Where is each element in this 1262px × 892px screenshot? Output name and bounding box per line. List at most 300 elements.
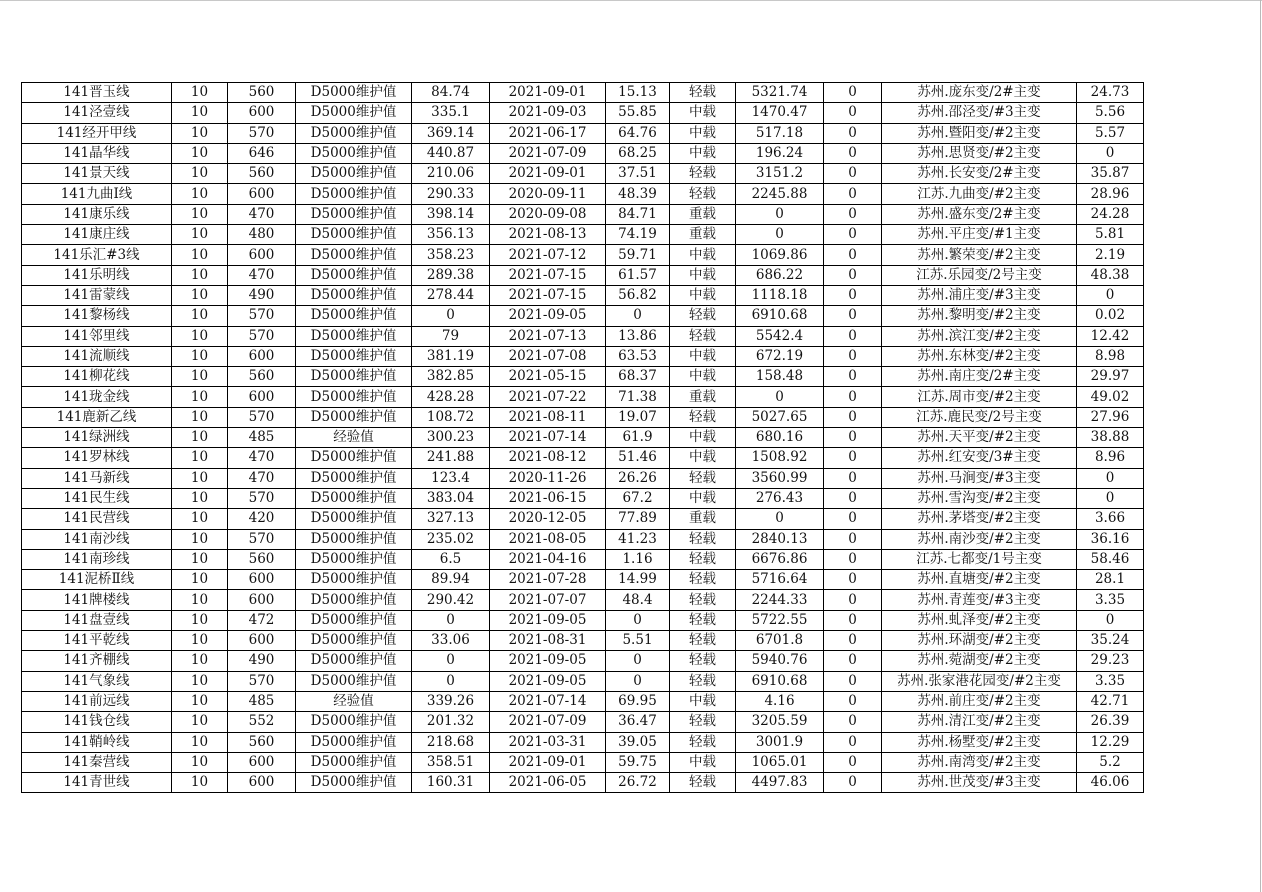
cell-transformer-rate: 58.46 — [1077, 549, 1144, 569]
cell-capacity-source: D5000维护值 — [296, 103, 412, 123]
cell-record-date: 2020-12-05 — [490, 509, 606, 529]
cell-voltage-level: 10 — [172, 387, 228, 407]
cell-capacity-source: D5000维护值 — [296, 671, 412, 691]
cell-substation-transformer: 苏州.南沙变/#2主变 — [882, 529, 1077, 549]
cell-substation-transformer: 苏州.雪沟变/#2主变 — [882, 488, 1077, 508]
cell-substation-transformer: 苏州.盛东变/2#主变 — [882, 204, 1077, 224]
cell-current-load: 335.1 — [412, 103, 490, 123]
table-row — [22, 326, 1144, 346]
cell-record-date: 2021-07-22 — [490, 387, 606, 407]
cell-remaining-capacity: 5722.55 — [736, 610, 824, 630]
table-row — [22, 773, 1144, 793]
cell-load-status: 重载 — [670, 509, 736, 529]
cell-load-status: 中载 — [670, 448, 736, 468]
cell-current-load: 358.51 — [412, 752, 490, 772]
cell-record-date: 2021-09-05 — [490, 671, 606, 691]
table-row — [22, 306, 1144, 326]
cell-record-date: 2021-04-16 — [490, 549, 606, 569]
cell-record-date: 2021-06-17 — [490, 123, 606, 143]
cell-voltage-level: 10 — [172, 367, 228, 387]
cell-transformer-rate: 36.16 — [1077, 529, 1144, 549]
cell-line-name: 141罗林线 — [22, 448, 172, 468]
cell-line-name: 141乐汇#3线 — [22, 245, 172, 265]
cell-current-load: 235.02 — [412, 529, 490, 549]
table-row — [22, 407, 1144, 427]
cell-load-rate: 0 — [606, 671, 670, 691]
cell-voltage-level: 10 — [172, 123, 228, 143]
cell-load-rate: 51.46 — [606, 448, 670, 468]
cell-load-rate: 68.25 — [606, 143, 670, 163]
cell-load-rate: 0 — [606, 306, 670, 326]
cell-record-date: 2021-07-12 — [490, 245, 606, 265]
cell-remaining-capacity: 672.19 — [736, 346, 824, 366]
cell-record-date: 2021-08-13 — [490, 225, 606, 245]
cell-voltage-level: 10 — [172, 529, 228, 549]
cell-record-date: 2021-09-01 — [490, 752, 606, 772]
cell-load-rate: 48.4 — [606, 590, 670, 610]
cell-capacity-source: D5000维护值 — [296, 265, 412, 285]
cell-remaining-capacity: 3001.9 — [736, 732, 824, 752]
cell-load-status: 轻载 — [670, 164, 736, 184]
table-row — [22, 285, 1144, 305]
cell-line-name: 141邻里线 — [22, 326, 172, 346]
cell-transformer-rate: 24.73 — [1077, 83, 1144, 103]
cell-remaining-capacity: 2840.13 — [736, 529, 824, 549]
cell-flag-value: 0 — [824, 671, 882, 691]
cell-load-status: 中载 — [670, 103, 736, 123]
cell-voltage-level: 10 — [172, 712, 228, 732]
cell-rated-capacity: 570 — [228, 123, 296, 143]
cell-record-date: 2021-06-15 — [490, 488, 606, 508]
cell-load-rate: 77.89 — [606, 509, 670, 529]
cell-capacity-source: D5000维护值 — [296, 83, 412, 103]
cell-load-status: 轻载 — [670, 468, 736, 488]
cell-current-load: 241.88 — [412, 448, 490, 468]
cell-rated-capacity: 600 — [228, 590, 296, 610]
cell-capacity-source: D5000维护值 — [296, 326, 412, 346]
cell-remaining-capacity: 158.48 — [736, 367, 824, 387]
cell-substation-transformer: 苏州.虬泽变/#2主变 — [882, 610, 1077, 630]
cell-current-load: 33.06 — [412, 631, 490, 651]
cell-rated-capacity: 490 — [228, 651, 296, 671]
cell-line-name: 141平乾线 — [22, 631, 172, 651]
cell-capacity-source: D5000维护值 — [296, 285, 412, 305]
cell-rated-capacity: 600 — [228, 184, 296, 204]
cell-rated-capacity: 560 — [228, 549, 296, 569]
cell-voltage-level: 10 — [172, 752, 228, 772]
cell-substation-transformer: 苏州.繁荣变/#2主变 — [882, 245, 1077, 265]
cell-flag-value: 0 — [824, 712, 882, 732]
cell-transformer-rate: 3.66 — [1077, 509, 1144, 529]
cell-current-load: 369.14 — [412, 123, 490, 143]
table-row — [22, 387, 1144, 407]
cell-substation-transformer: 苏州.庞东变/2#主变 — [882, 83, 1077, 103]
cell-load-rate: 14.99 — [606, 570, 670, 590]
cell-voltage-level: 10 — [172, 245, 228, 265]
cell-record-date: 2021-07-08 — [490, 346, 606, 366]
cell-load-rate: 74.19 — [606, 225, 670, 245]
cell-record-date: 2021-09-01 — [490, 164, 606, 184]
cell-current-load: 0 — [412, 671, 490, 691]
cell-transformer-rate: 27.96 — [1077, 407, 1144, 427]
cell-voltage-level: 10 — [172, 570, 228, 590]
cell-substation-transformer: 苏州.世茂变/#3主变 — [882, 773, 1077, 793]
table-row — [22, 164, 1144, 184]
cell-remaining-capacity: 196.24 — [736, 143, 824, 163]
cell-flag-value: 0 — [824, 123, 882, 143]
table-row — [22, 83, 1144, 103]
cell-substation-transformer: 苏州.杨墅变/#2主变 — [882, 732, 1077, 752]
table-row — [22, 184, 1144, 204]
cell-remaining-capacity: 5940.76 — [736, 651, 824, 671]
cell-load-status: 轻载 — [670, 529, 736, 549]
cell-record-date: 2020-09-11 — [490, 184, 606, 204]
cell-current-load: 0 — [412, 610, 490, 630]
cell-remaining-capacity: 276.43 — [736, 488, 824, 508]
cell-current-load: 398.14 — [412, 204, 490, 224]
cell-voltage-level: 10 — [172, 651, 228, 671]
cell-line-name: 141康乐线 — [22, 204, 172, 224]
cell-rated-capacity: 600 — [228, 631, 296, 651]
cell-load-rate: 26.26 — [606, 468, 670, 488]
cell-record-date: 2021-08-11 — [490, 407, 606, 427]
cell-substation-transformer: 江苏.周市变/#2主变 — [882, 387, 1077, 407]
cell-voltage-level: 10 — [172, 326, 228, 346]
cell-transformer-rate: 38.88 — [1077, 428, 1144, 448]
cell-substation-transformer: 苏州.南庄变/2#主变 — [882, 367, 1077, 387]
cell-record-date: 2021-03-31 — [490, 732, 606, 752]
cell-flag-value: 0 — [824, 468, 882, 488]
cell-record-date: 2021-07-09 — [490, 143, 606, 163]
cell-transformer-rate: 24.28 — [1077, 204, 1144, 224]
cell-record-date: 2020-09-08 — [490, 204, 606, 224]
cell-load-status: 轻载 — [670, 590, 736, 610]
cell-capacity-source: D5000维护值 — [296, 448, 412, 468]
cell-transformer-rate: 0 — [1077, 285, 1144, 305]
cell-record-date: 2021-07-13 — [490, 326, 606, 346]
cell-transformer-rate: 5.56 — [1077, 103, 1144, 123]
page-edge-top — [0, 0, 1262, 1]
cell-current-load: 0 — [412, 651, 490, 671]
cell-rated-capacity: 570 — [228, 306, 296, 326]
cell-flag-value: 0 — [824, 529, 882, 549]
cell-remaining-capacity: 1508.92 — [736, 448, 824, 468]
cell-remaining-capacity: 2244.33 — [736, 590, 824, 610]
table-row — [22, 265, 1144, 285]
cell-transformer-rate: 0.02 — [1077, 306, 1144, 326]
cell-load-status: 中载 — [670, 265, 736, 285]
cell-load-rate: 56.82 — [606, 285, 670, 305]
cell-rated-capacity: 560 — [228, 83, 296, 103]
cell-capacity-source: D5000维护值 — [296, 549, 412, 569]
cell-voltage-level: 10 — [172, 83, 228, 103]
cell-line-name: 141泾壹线 — [22, 103, 172, 123]
cell-remaining-capacity: 6910.68 — [736, 306, 824, 326]
cell-capacity-source: D5000维护值 — [296, 631, 412, 651]
cell-flag-value: 0 — [824, 488, 882, 508]
cell-line-name: 141景天线 — [22, 164, 172, 184]
cell-load-status: 轻载 — [670, 83, 736, 103]
cell-voltage-level: 10 — [172, 691, 228, 711]
cell-flag-value: 0 — [824, 184, 882, 204]
table-row — [22, 346, 1144, 366]
cell-load-rate: 37.51 — [606, 164, 670, 184]
cell-remaining-capacity: 6910.68 — [736, 671, 824, 691]
cell-rated-capacity: 480 — [228, 225, 296, 245]
cell-transformer-rate: 5.2 — [1077, 752, 1144, 772]
cell-current-load: 0 — [412, 306, 490, 326]
cell-record-date: 2021-07-07 — [490, 590, 606, 610]
cell-rated-capacity: 570 — [228, 488, 296, 508]
cell-rated-capacity: 552 — [228, 712, 296, 732]
cell-load-rate: 0 — [606, 610, 670, 630]
cell-load-rate: 41.23 — [606, 529, 670, 549]
cell-rated-capacity: 560 — [228, 367, 296, 387]
cell-remaining-capacity: 3205.59 — [736, 712, 824, 732]
cell-current-load: 383.04 — [412, 488, 490, 508]
cell-load-rate: 13.86 — [606, 326, 670, 346]
cell-load-rate: 61.9 — [606, 428, 670, 448]
cell-flag-value: 0 — [824, 691, 882, 711]
cell-substation-transformer: 江苏.七都变/1号主变 — [882, 549, 1077, 569]
cell-line-name: 141民生线 — [22, 488, 172, 508]
cell-transformer-rate: 28.96 — [1077, 184, 1144, 204]
cell-capacity-source: D5000维护值 — [296, 123, 412, 143]
cell-current-load: 381.19 — [412, 346, 490, 366]
cell-current-load: 108.72 — [412, 407, 490, 427]
cell-current-load: 290.33 — [412, 184, 490, 204]
cell-voltage-level: 10 — [172, 346, 228, 366]
cell-remaining-capacity: 4.16 — [736, 691, 824, 711]
cell-load-rate: 68.37 — [606, 367, 670, 387]
cell-line-name: 141南珍线 — [22, 549, 172, 569]
cell-current-load: 218.68 — [412, 732, 490, 752]
table-row — [22, 448, 1144, 468]
cell-voltage-level: 10 — [172, 143, 228, 163]
cell-record-date: 2021-09-05 — [490, 651, 606, 671]
cell-record-date: 2021-07-09 — [490, 712, 606, 732]
cell-line-name: 141马新线 — [22, 468, 172, 488]
cell-load-status: 中载 — [670, 752, 736, 772]
cell-current-load: 84.74 — [412, 83, 490, 103]
cell-line-name: 141前远线 — [22, 691, 172, 711]
cell-rated-capacity: 470 — [228, 265, 296, 285]
cell-flag-value: 0 — [824, 265, 882, 285]
table-row — [22, 529, 1144, 549]
cell-voltage-level: 10 — [172, 285, 228, 305]
cell-remaining-capacity: 680.16 — [736, 428, 824, 448]
cell-line-name: 141雷蒙线 — [22, 285, 172, 305]
cell-transformer-rate: 35.87 — [1077, 164, 1144, 184]
cell-capacity-source: D5000维护值 — [296, 752, 412, 772]
cell-remaining-capacity: 686.22 — [736, 265, 824, 285]
page-edge-right — [1260, 0, 1261, 892]
table-row — [22, 671, 1144, 691]
cell-flag-value: 0 — [824, 590, 882, 610]
cell-voltage-level: 10 — [172, 448, 228, 468]
cell-flag-value: 0 — [824, 732, 882, 752]
cell-load-status: 重载 — [670, 387, 736, 407]
cell-voltage-level: 10 — [172, 428, 228, 448]
cell-load-status: 重载 — [670, 204, 736, 224]
cell-current-load: 201.32 — [412, 712, 490, 732]
cell-remaining-capacity: 6676.86 — [736, 549, 824, 569]
cell-capacity-source: D5000维护值 — [296, 509, 412, 529]
cell-transformer-rate: 29.23 — [1077, 651, 1144, 671]
cell-record-date: 2021-07-28 — [490, 570, 606, 590]
cell-flag-value: 0 — [824, 448, 882, 468]
cell-record-date: 2021-09-05 — [490, 306, 606, 326]
cell-flag-value: 0 — [824, 143, 882, 163]
cell-substation-transformer: 江苏.鹿民变/2号主变 — [882, 407, 1077, 427]
cell-remaining-capacity: 6701.8 — [736, 631, 824, 651]
cell-substation-transformer: 江苏.乐园变/2号主变 — [882, 265, 1077, 285]
cell-load-status: 轻载 — [670, 306, 736, 326]
cell-current-load: 356.13 — [412, 225, 490, 245]
cell-transformer-rate: 2.19 — [1077, 245, 1144, 265]
cell-voltage-level: 10 — [172, 590, 228, 610]
cell-flag-value: 0 — [824, 549, 882, 569]
cell-rated-capacity: 570 — [228, 407, 296, 427]
cell-flag-value: 0 — [824, 407, 882, 427]
cell-flag-value: 0 — [824, 773, 882, 793]
table-row — [22, 428, 1144, 448]
table-row — [22, 123, 1144, 143]
table-row — [22, 367, 1144, 387]
cell-rated-capacity: 600 — [228, 245, 296, 265]
cell-substation-transformer: 苏州.平庄变/#1主变 — [882, 225, 1077, 245]
cell-remaining-capacity: 5716.64 — [736, 570, 824, 590]
cell-flag-value: 0 — [824, 651, 882, 671]
cell-voltage-level: 10 — [172, 306, 228, 326]
cell-capacity-source: D5000维护值 — [296, 204, 412, 224]
cell-load-status: 中载 — [670, 143, 736, 163]
cell-line-name: 141钱仓线 — [22, 712, 172, 732]
cell-rated-capacity: 646 — [228, 143, 296, 163]
cell-transformer-rate: 29.97 — [1077, 367, 1144, 387]
cell-capacity-source: D5000维护值 — [296, 306, 412, 326]
table-row — [22, 570, 1144, 590]
cell-substation-transformer: 苏州.暨阳变/#2主变 — [882, 123, 1077, 143]
cell-substation-transformer: 江苏.九曲变/#2主变 — [882, 184, 1077, 204]
table-row — [22, 610, 1144, 630]
cell-current-load: 210.06 — [412, 164, 490, 184]
cell-flag-value: 0 — [824, 387, 882, 407]
cell-line-name: 141乐明线 — [22, 265, 172, 285]
cell-transformer-rate: 0 — [1077, 468, 1144, 488]
table-row — [22, 245, 1144, 265]
cell-load-rate: 71.38 — [606, 387, 670, 407]
cell-load-status: 中载 — [670, 245, 736, 265]
cell-record-date: 2021-09-01 — [490, 83, 606, 103]
cell-load-rate: 5.51 — [606, 631, 670, 651]
table-row — [22, 712, 1144, 732]
cell-rated-capacity: 470 — [228, 448, 296, 468]
cell-remaining-capacity: 5542.4 — [736, 326, 824, 346]
cell-load-rate: 39.05 — [606, 732, 670, 752]
table-row — [22, 468, 1144, 488]
cell-line-name: 141柳花线 — [22, 367, 172, 387]
cell-capacity-source: D5000维护值 — [296, 773, 412, 793]
table-row — [22, 590, 1144, 610]
cell-load-rate: 36.47 — [606, 712, 670, 732]
cell-transformer-rate: 8.96 — [1077, 448, 1144, 468]
table-row — [22, 549, 1144, 569]
cell-voltage-level: 10 — [172, 204, 228, 224]
cell-record-date: 2021-08-05 — [490, 529, 606, 549]
cell-voltage-level: 10 — [172, 631, 228, 651]
cell-line-name: 141青世线 — [22, 773, 172, 793]
cell-current-load: 278.44 — [412, 285, 490, 305]
cell-remaining-capacity: 4497.83 — [736, 773, 824, 793]
cell-rated-capacity: 420 — [228, 509, 296, 529]
cell-load-rate: 0 — [606, 651, 670, 671]
cell-rated-capacity: 560 — [228, 732, 296, 752]
cell-line-name: 141黎杨线 — [22, 306, 172, 326]
cell-rated-capacity: 472 — [228, 610, 296, 630]
cell-current-load: 160.31 — [412, 773, 490, 793]
cell-load-rate: 55.85 — [606, 103, 670, 123]
cell-load-rate: 69.95 — [606, 691, 670, 711]
cell-current-load: 300.23 — [412, 428, 490, 448]
cell-record-date: 2021-09-05 — [490, 610, 606, 630]
cell-rated-capacity: 560 — [228, 164, 296, 184]
cell-record-date: 2021-06-05 — [490, 773, 606, 793]
cell-remaining-capacity: 1118.18 — [736, 285, 824, 305]
cell-voltage-level: 10 — [172, 732, 228, 752]
cell-record-date: 2021-07-14 — [490, 691, 606, 711]
cell-transformer-rate: 12.42 — [1077, 326, 1144, 346]
cell-substation-transformer: 苏州.环湖变/#2主变 — [882, 631, 1077, 651]
cell-current-load: 289.38 — [412, 265, 490, 285]
cell-transformer-rate: 0 — [1077, 488, 1144, 508]
cell-remaining-capacity: 3560.99 — [736, 468, 824, 488]
cell-flag-value: 0 — [824, 306, 882, 326]
cell-current-load: 79 — [412, 326, 490, 346]
cell-load-rate: 67.2 — [606, 488, 670, 508]
cell-line-name: 141气象线 — [22, 671, 172, 691]
cell-line-name: 141晶华线 — [22, 143, 172, 163]
cell-line-name: 141鞘岭线 — [22, 732, 172, 752]
table-body — [22, 83, 1144, 793]
cell-substation-transformer: 苏州.浦庄变/#3主变 — [882, 285, 1077, 305]
cell-load-status: 中载 — [670, 488, 736, 508]
cell-current-load: 123.4 — [412, 468, 490, 488]
cell-rated-capacity: 490 — [228, 285, 296, 305]
cell-remaining-capacity: 0 — [736, 509, 824, 529]
cell-load-rate: 84.71 — [606, 204, 670, 224]
cell-substation-transformer: 苏州.张家港花园变/#2主变 — [882, 671, 1077, 691]
cell-current-load: 327.13 — [412, 509, 490, 529]
cell-load-rate: 64.76 — [606, 123, 670, 143]
cell-substation-transformer: 苏州.邵泾变/#3主变 — [882, 103, 1077, 123]
cell-line-name: 141绿洲线 — [22, 428, 172, 448]
cell-flag-value: 0 — [824, 367, 882, 387]
cell-record-date: 2021-05-15 — [490, 367, 606, 387]
cell-line-name: 141民营线 — [22, 509, 172, 529]
cell-load-status: 轻载 — [670, 773, 736, 793]
cell-record-date: 2021-08-31 — [490, 631, 606, 651]
cell-load-status: 重载 — [670, 225, 736, 245]
cell-load-rate: 61.57 — [606, 265, 670, 285]
cell-load-status: 轻载 — [670, 407, 736, 427]
cell-transformer-rate: 42.71 — [1077, 691, 1144, 711]
cell-voltage-level: 10 — [172, 265, 228, 285]
cell-record-date: 2021-07-14 — [490, 428, 606, 448]
cell-capacity-source: D5000维护值 — [296, 164, 412, 184]
cell-transformer-rate: 3.35 — [1077, 671, 1144, 691]
cell-transformer-rate: 35.24 — [1077, 631, 1144, 651]
